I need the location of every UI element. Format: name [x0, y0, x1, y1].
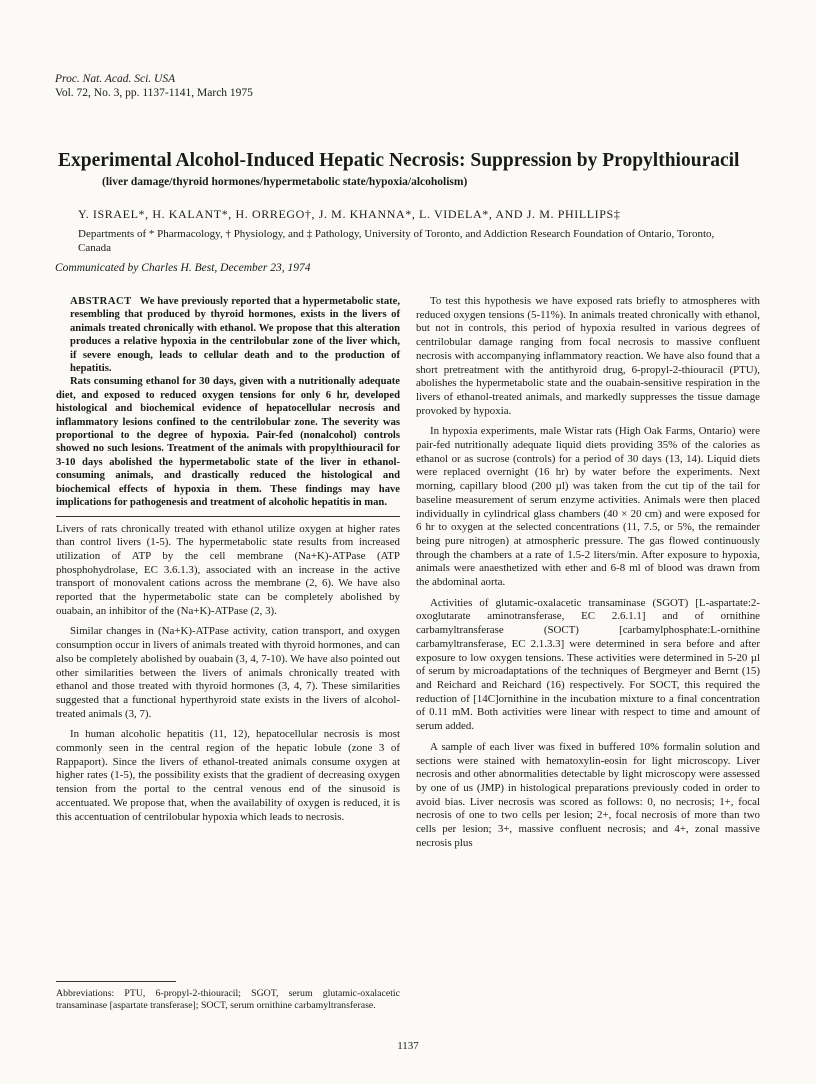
article-title: Experimental Alcohol-Induced Hepatic Necrosis: Suppression by Propylthiouracil [58, 150, 740, 171]
communicated-by: Communicated by Charles H. Best, December 23, 1974 [55, 262, 311, 274]
body-paragraph: Activities of glutamic-oxalacetic transaminase (SGOT) [L-aspartate:2-oxoglutarate aminotransferase, EC 2.6.1.1] and of ornithine carbamyltransferase (SOCT) [carbamylphosphate:L-ornithine carbamyltransferase, EC 2.1.3.3] were determined in sera before and after exposure to low oxygen tensions. These activities were determined in 5-20 µl of serum by microadaptations of the techniques of Bergmeyer and Bernt (15) and Reichard and Reichard (16) respectively. For SOCT, this required the reduction of [14C]ornithine in the incubation mixture to a final concentration of 0.11 mM. Both activities were linear with respect to time and amount of serum added. [416, 596, 760, 733]
body-paragraph: Livers of rats chronically treated with ethanol utilize oxygen at higher rates than control livers (1-5). The hypermetabolic state results from increased utilization of ATP by the cell membrane (Na+K)-ATPase (ATP phosphohydrolase, EC 3.6.1.3), associated with an increase in the active transport of monovalent cations across the membrane (2, 6). We have also reported that the hypermetabolic state can be completely abolished by ouabain, an inhibitor of the (Na+K)-ATPase (2, 3). [56, 522, 400, 617]
footnote-divider [56, 981, 176, 982]
body-paragraph: In hypoxia experiments, male Wistar rats (High Oak Farms, Ontario) were pair-fed nutritionally adequate liquid diets providing 35% of the calories as ethanol or as sucrose (controls) for a period of 30 days (13, 14). Liquid diets were replaced overnight (16 hr) by water before the experiments. Next morning, capillary blood (200 µl) was taken from the cut tip of the tail for baseline measurement of serum enzyme activities. Animals were then placed individually in cylindrical glass chambers (40 × 20 cm) and were exposed for 6 hr to oxygen at the selected concentrations (11, 7.5, or 5%, the remainder being pure nitrogen) at atmospheric pressure. The gas flowed continuously through the chambers at a rate of 1.5-2 liters/min. After exposure to hypoxia, animals were anaesthetized with ether and 6-8 ml of blood was drawn from the abdominal aorta. [416, 425, 760, 589]
keywords: (liver damage/thyroid hormones/hypermetabolic state/hypoxia/alcoholism) [102, 176, 468, 188]
page-number: 1137 [397, 1040, 419, 1052]
affiliation: Departments of * Pharmacology, † Physiology, and ‡ Pathology, University of Toronto, and Addiction Research Foundation of Ontario, Toronto, Canada [78, 228, 715, 254]
body-paragraph: To test this hypothesis we have exposed rats briefly to atmospheres with reduced oxygen tensions (5-11%). In animals treated chronically with ethanol, but not in controls, this period of hypoxia resulted in various degrees of centrilobular damage ranging from focal necrosis to massive confluent necrosis with accompanying inflammatory reaction. We have also found that a short pretreatment with the antithyroid drug, 6-propyl-2-thiouracil (PTU), abolishes the hypermetabolic state and the ouabain-sensitive respiration in the livers of ethanol-treated animals, and markedly suppresses the tissue damage provoked by hypoxia. [416, 295, 760, 417]
journal-header [55, 72, 253, 100]
abstract-paragraph-1: We have previously reported that a hypermetabolic state, resembling that produced by thyroid hormones, exists in the livers of animals treated chronically with ethanol. We propose that this alteration produces a relative hypoxia in the centrilobular zone of the liver which, if severe enough, leads to cellular death and to the production of hepatitis. [70, 296, 400, 375]
body-paragraph: A sample of each liver was fixed in buffered 10% formalin solution and sections were stained with hematoxylin-eosin for light microscopy. Liver necrosis and other abnormalities detectable by light microscopy were assessed by one of us (JMP) in histological preparations previously coded in order to avoid bias. Liver necrosis was scored as follows: 0, no necrosis; 1+, focal necrosis of one to two cells per lesion; 2+, focal necrosis of more than two cells per lesion; 3+, massive confluent necrosis; and 4+, zonal massive necrosis plus [416, 740, 760, 849]
body-paragraph: In human alcoholic hepatitis (11, 12), hepatocellular necrosis is most commonly seen in the central region of the hepatic lobule (zone 3 of Rappaport). Since the livers of ethanol-treated animals consume oxygen at higher rates (1-5), the possibility exists that the gradient of decreasing oxygen tension from the portal to the central venous end of the sinusoid is accentuated. We propose that, when the availability of oxygen is reduced, it is this accentuation of centrilobular hypoxia which leads to necrosis. [56, 728, 400, 823]
abstract [56, 295, 400, 510]
abstract-label: ABSTRACT [70, 296, 132, 307]
left-column [56, 295, 400, 831]
body-paragraph: Similar changes in (Na+K)-ATPase activity, cation transport, and oxygen consumption occur in livers of animals treated with thyroid hormones, and can also be completely abolished by ouabain (3, 4, 7-10). We have also pointed out other similarities between the livers of animals chronically treated with ethanol and those treated with thyroid hormones (3, 4, 7). These similarities suggested that a functional hyperthyroid state exists in the livers of alcohol-treated animals (3, 7). [56, 625, 400, 720]
author-list: Y. ISRAEL*, H. KALANT*, H. ORREGO†, J. M. KHANNA*, L. VIDELA*, AND J. M. PHILLIPS‡ [78, 207, 621, 221]
right-column [416, 295, 760, 857]
abstract-divider [56, 516, 400, 517]
volume-line: Vol. 72, No. 3, pp. 1137-1141, March 1975 [55, 87, 253, 99]
abbreviations-footnote: Abbreviations: PTU, 6-propyl-2-thiouracil; SGOT, serum glutamic-oxalacetic transaminase [aspartate transferase]; SOCT, serum ornithine carbamyltransferase. [56, 988, 400, 1011]
journal-name: Proc. Nat. Acad. Sci. USA [55, 73, 176, 85]
abstract-paragraph-2: Rats consuming ethanol for 30 days, given with a nutritionally adequate diet, and exposed to reduced oxygen tensions for only 6 hr, developed histological and biochemical evidence of hepatocellular necrosis and inflammatory lesions confined to the centrilobular zone. The severity was proportional to the degree of hypoxia. Pair-fed (nonalcohol) controls showed no such lesions. Treatment of the animals with propylthiouracil for 3-10 days abolished the hypermetabolic state of the liver in ethanol-consuming animals, and drastically reduced the histological and biochemical effects of hypoxia in them. These findings may have implications for pathogenesis and treatment of alcoholic hepatitis in man. [56, 376, 400, 509]
